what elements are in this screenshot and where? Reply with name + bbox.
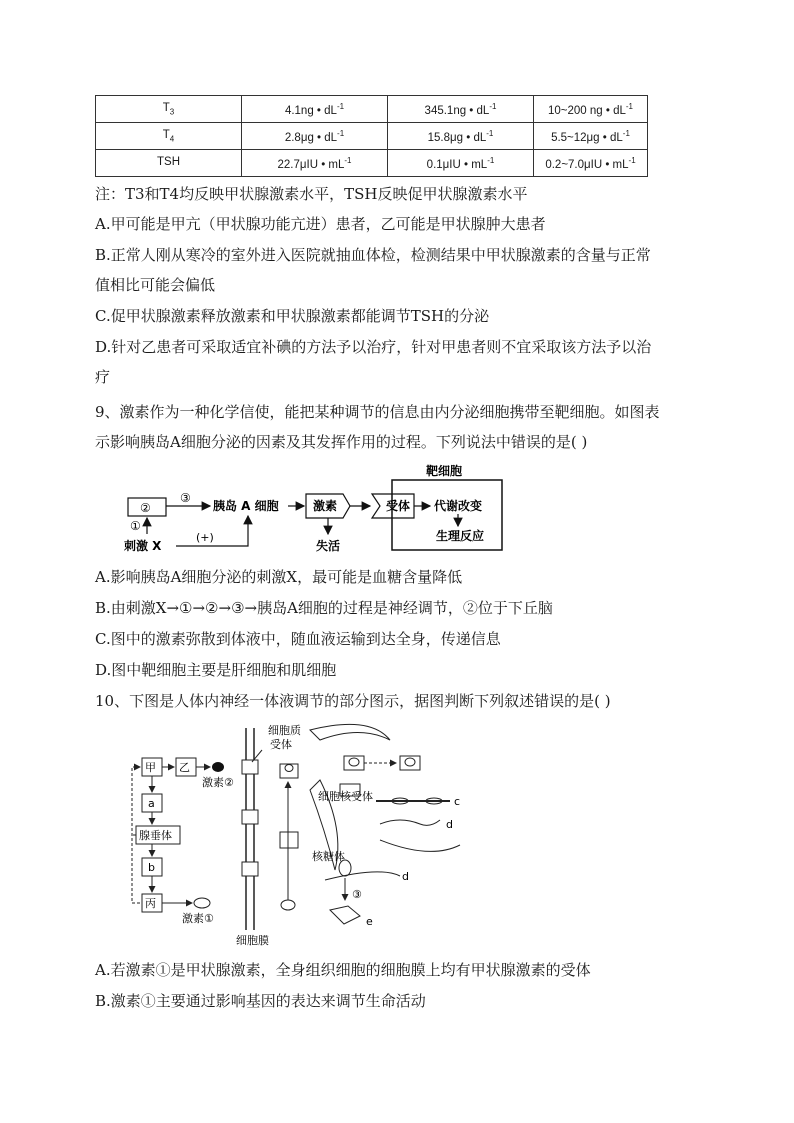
q9-stem-line1: 9、激素作为一种化学信使，能把某种调节的信息由内分泌细胞携带至靶细胞。如图表: [95, 403, 660, 421]
plus-sign: (+): [196, 531, 214, 544]
q9-option-d: D.图中靶细胞主要是肝细胞和肌细胞: [95, 661, 337, 679]
nuclear-receptor-label: 细胞核受体: [318, 790, 373, 803]
cell-patient-b: 345.1ng • $dL^{-1}$: [388, 96, 534, 123]
q8-option-d-line2: 疗: [95, 368, 111, 386]
cell-patient-a: 4.1ng • $dL^{-1}$: [242, 96, 388, 123]
hormone-1-label: 激素①: [182, 912, 214, 925]
q8-option-b-line1: B.正常人刚从寒冷的室外进入医院就抽血体检，检测结果中甲状腺激素的含量与正常: [95, 246, 651, 264]
cell-normal-range: 0.2~7.0μIU • $mL^{-1}$: [534, 150, 648, 177]
cell-patient-a: 22.7μIU • $mL^{-1}$: [242, 150, 388, 177]
stimulus-x: 刺激 X: [124, 539, 162, 553]
cell-normal-range: 5.5~12μg • $dL^{-1}$: [534, 123, 648, 150]
hormone-2-label: 激素②: [202, 776, 234, 789]
q10-diagram: [130, 720, 490, 950]
receptor-label: 受体: [386, 499, 411, 513]
q9-option-b: B.由刺激X→①→②→③→胰岛A细胞的过程是神经调节，②位于下丘脑: [95, 599, 553, 617]
label-3-circle: ③: [352, 888, 362, 901]
q9-stem-line2: 示影响胰岛A细胞分泌的因素及其发挥作用的过程。下列说法中错误的是( ): [95, 433, 588, 451]
box-bing-label: 丙: [145, 897, 156, 910]
cell-indicator: TSH: [96, 150, 242, 177]
q9-diagram: [118, 462, 518, 562]
table-row: [96, 96, 648, 123]
label-c: c: [454, 795, 461, 808]
pituitary-label: 腺垂体: [139, 829, 172, 842]
cell-normal-range: 10~200 ng • $dL^{-1}$: [534, 96, 648, 123]
hormone-2-dot: [212, 762, 224, 772]
target-cell-label: 靶细胞: [426, 464, 463, 478]
islet-a-cell: 胰岛 A 细胞: [213, 499, 279, 513]
table-note: 注：T3和T4均反映甲状腺激素水平，TSH反映促甲状腺激素水平: [95, 185, 528, 203]
lab-results-table: [95, 95, 648, 177]
box-a-label: a: [148, 797, 155, 810]
label-e: e: [366, 915, 373, 928]
ribosome-label: 核糖体: [312, 850, 345, 863]
box-jia-label: 甲: [145, 761, 156, 774]
q10-option-b: B.激素①主要通过影响基因的表达来调节生命活动: [95, 992, 426, 1010]
hormone-label: 激素: [313, 499, 338, 513]
q8-option-c: C.促甲状腺激素释放激素和甲状腺激素都能调节TSH的分泌: [95, 307, 490, 325]
box-yi-label: 乙: [179, 761, 190, 774]
q10-stem: 10、下图是人体内神经一体液调节的部分图示，据图判断下列叙述错误的是( ): [95, 692, 611, 710]
q8-option-a: A.甲可能是甲亢（甲状腺功能亢进）患者，乙可能是甲状腺肿大患者: [95, 215, 546, 233]
hormone-1-dot: [194, 898, 210, 908]
label-1: ①: [130, 519, 141, 533]
cyto-receptor-label-2: 受体: [270, 738, 292, 751]
label-d-1: d: [446, 818, 453, 831]
cell-indicator: $T_3$: [96, 96, 242, 123]
label-d-2: d: [402, 870, 409, 883]
table-row: [96, 123, 648, 150]
q8-option-d-line1: D.针对乙患者可采取适宜补碘的方法予以治疗，针对甲患者则不宜采取该方法予以治: [95, 338, 652, 356]
cell-indicator: $T_4$: [96, 123, 242, 150]
physio-response: 生理反应: [436, 529, 485, 543]
cell-patient-a: 2.8μg • $dL^{-1}$: [242, 123, 388, 150]
table-row: [96, 150, 648, 177]
cell-patient-b: 0.1μIU • $mL^{-1}$: [388, 150, 534, 177]
q9-option-c: C.图中的激素弥散到体液中，随血液运输到达全身，传递信息: [95, 630, 501, 648]
q10-option-a: A.若激素①是甲状腺激素，全身组织细胞的细胞膜上均有甲状腺激素的受体: [95, 961, 591, 979]
q8-option-b-line2: 值相比可能会偏低: [95, 276, 216, 294]
membrane-label: 细胞膜: [236, 934, 269, 947]
metabolism-change: 代谢改变: [434, 499, 483, 513]
box-b-label: b: [148, 861, 155, 874]
inactivated-label: 失活: [316, 539, 341, 553]
cyto-receptor-label-1: 细胞质: [268, 724, 301, 737]
box-2-label: ②: [140, 501, 151, 515]
q9-option-a: A.影响胰岛A细胞分泌的刺激X，最可能是血糖含量降低: [95, 568, 463, 586]
label-3: ③: [180, 491, 191, 505]
cell-patient-b: 15.8μg • $dL^{-1}$: [388, 123, 534, 150]
